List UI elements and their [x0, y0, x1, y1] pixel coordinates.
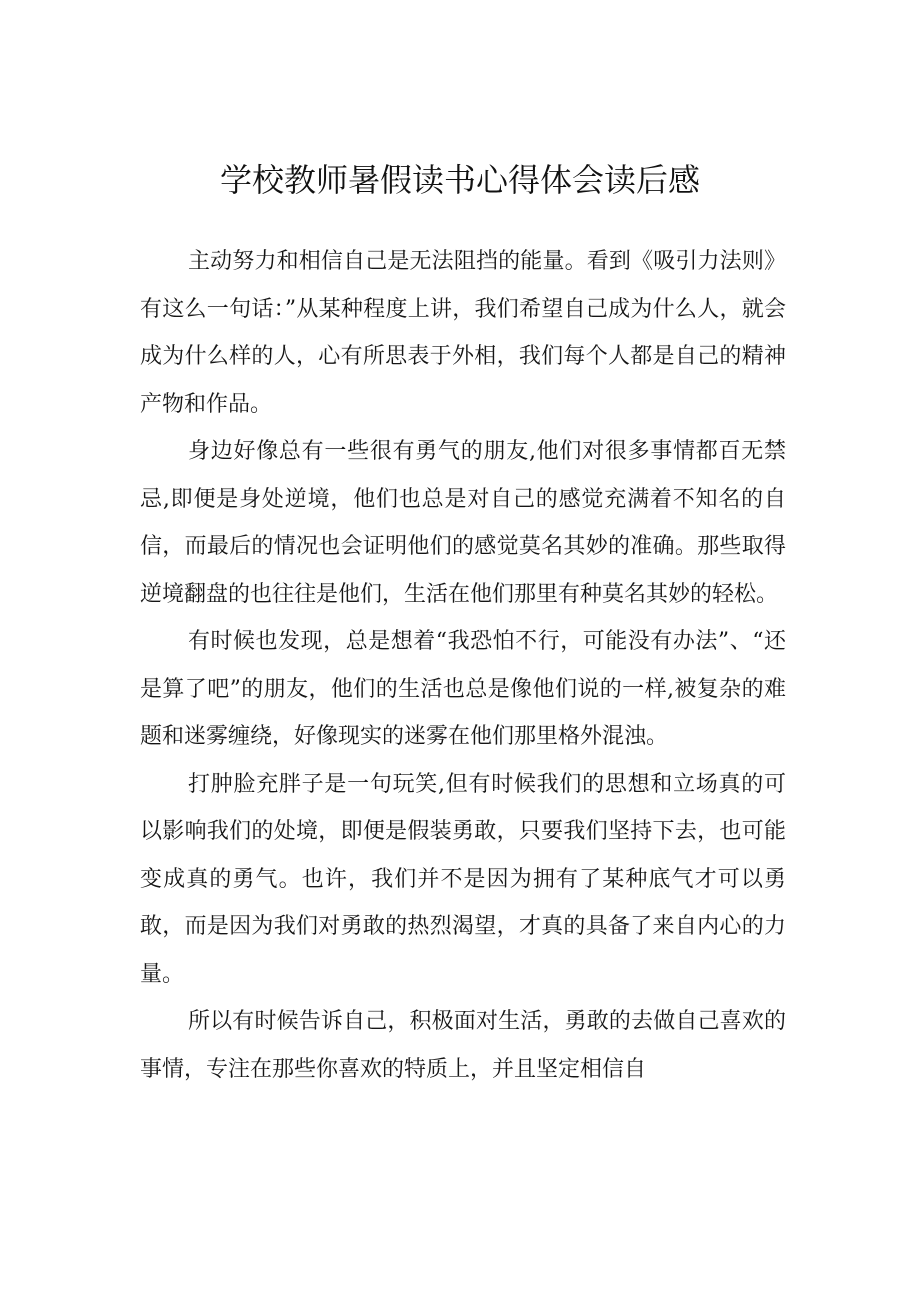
paragraph-1: 主动努力和相信自己是无法阻挡的能量。看到《吸引力法则》有这么一句话：”从某种程度上讲，我们希望自己成为什么人，就会成为什么样的人，心有所思表于外相，我们每个人都是自己的精神产物和作品。	[140, 249, 786, 417]
paragraph-3: 有时候也发现，总是想着“我恐怕不行，可能没有办法”、“还是算了吧”的朋友，他们的生活也总是像他们说的一样,被复杂的难题和迷雾缠绕，好像现实的迷雾在他们那里格外混浊。	[140, 629, 786, 749]
document-body	[140, 238, 786, 1093]
paragraph-4: 打肿脸充胖子是一句玩笑,但有时候我们的思想和立场真的可以影响我们的处境，即便是假装勇敢，只要我们坚持下去，也可能变成真的勇气。也许，我们并不是因为拥有了某种底气才可以勇敢，而是因为我们对勇敢的热烈渴望，才真的具备了来自内心的力量。	[140, 771, 786, 987]
paragraph-2: 身边好像总有一些很有勇气的朋友,他们对很多事情都百无禁忌,即便是身处逆境，他们也总是对自己的感觉充满着不知名的自信，而最后的情况也会证明他们的感觉莫名其妙的准确。那些取得逆境翻盘的也往往是他们，生活在他们那里有种莫名其妙的轻松。	[140, 439, 786, 607]
paragraph-5: 所以有时候告诉自己，积极面对生活，勇敢的去做自己喜欢的事情，专注在那些你喜欢的特质上，并且坚定相信自	[140, 1009, 786, 1082]
page-title: 学校教师暑假读书心得体会读后感	[219, 161, 700, 199]
